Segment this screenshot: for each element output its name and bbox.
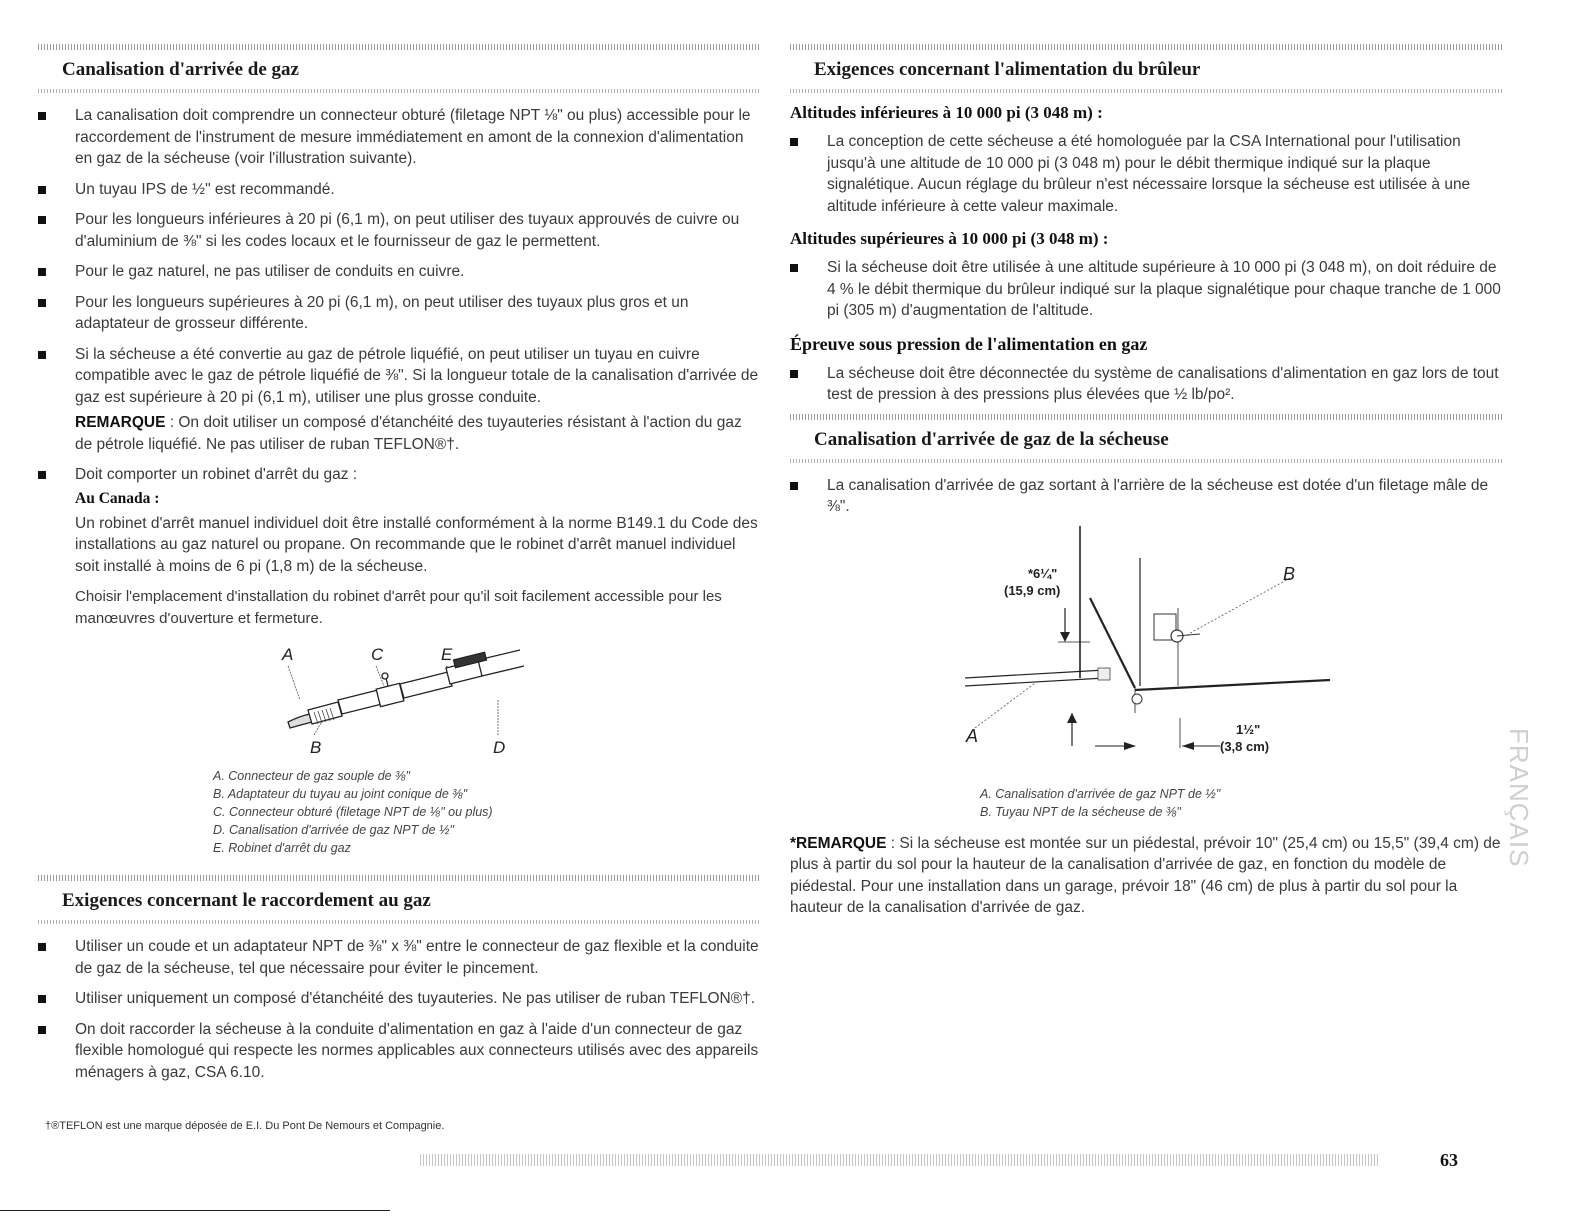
- fig-label-b: B: [1283, 563, 1296, 584]
- fig1-captions: [38, 767, 760, 857]
- fig-label-d: D: [493, 738, 506, 757]
- remarque-text: : On doit utiliser un composé d'étanchéité des tuyauteries résistant à l'action du gaz de pétrole liquéfié. Ne pas utiliser de ruban TEFLON®†.: [75, 414, 742, 453]
- section-header-gas-connection: [38, 875, 760, 924]
- hatch-rule: [38, 920, 760, 924]
- caption: A. Canalisation d'arrivée de gaz NPT de ½": [980, 786, 1221, 801]
- caption: B. Adaptateur du tuyau au joint conique de ⅜": [213, 787, 468, 801]
- list-item: La canalisation d'arrivée de gaz sortant à l'arrière de la sécheuse est dotée d'un filetage mâle de ⅜".: [790, 475, 1504, 518]
- list-item: Utiliser un coude et un adaptateur NPT de ⅜" x ⅜" entre le connecteur de gaz flexible et la conduite de gaz de la sécheuse, tel que nécessaire pour éviter le pincement.: [38, 936, 760, 979]
- section-header-burner: [790, 44, 1504, 93]
- dryer-gas-pipe-diagram: [790, 518, 1504, 773]
- remarque-label: *REMARQUE: [790, 834, 887, 852]
- fig2-captions: [790, 785, 1504, 821]
- dryer-gas-line-bullets: [790, 475, 1504, 518]
- list-item: Pour le gaz naturel, ne pas utiliser de conduits en cuivre.: [38, 261, 760, 283]
- altitude-low-bullets: [790, 131, 1504, 217]
- fig-label-b: B: [310, 738, 322, 757]
- section-title: Exigences concernant l'alimentation du brûleur: [814, 59, 1201, 80]
- footnote: †®TEFLON est une marque déposée de E.I. Du Pont De Nemours et Compagnie.: [45, 1120, 445, 1132]
- remarque-text: : Si la sécheuse est montée sur un piédestal, prévoir 10" (25,4 cm) ou 15,5" (39,4 cm) de plus à partir du sol pour la hauteur de la canalisation d'arrivée de gaz, en fonction du modèle de piédestal. Pour une installation dans un garage, prévoir 18" (46 cm) de plus à partir du sol pour la hauteur de la canalisation d'arrivée de gaz.: [790, 834, 1501, 916]
- choisir-paragraph: Choisir l'emplacement d'installation du robinet d'arrêt pour qu'il soit facilement accessible pour les manœuvres d'ouverture et fermeture.: [75, 588, 722, 627]
- au-canada-heading: Au Canada :: [75, 489, 160, 507]
- list-item: La conception de cette sécheuse a été homologuée par la CSA International pour l'utilisation jusqu'à une altitude de 10 000 pi (3 048 m) pour le débit thermique indiqué sur la plaque signalétique. Aucun réglage du brûleur n'est nécessaire lorsque la sécheuse est utilisée à une altitude inférieure à cette valeur maximale.: [790, 131, 1504, 217]
- section-header-gas-line: [38, 44, 760, 93]
- caption: B. Tuyau NPT de la sécheuse de ⅜": [980, 804, 1181, 819]
- canada-paragraph: Un robinet d'arrêt manuel individuel doit être installé conformément à la norme B149.1 du Code des installations au gaz naturel ou propane. On recommande que le robinet d'arrêt manuel individuel soit installé à moins de 6 pi (1,8 m) de la sécheuse.: [75, 514, 758, 575]
- list-item: Si la sécheuse doit être utilisée à une altitude supérieure à 10 000 pi (3 048 m), on doit réduire de 4 % le débit thermique du brûleur indiqué sur la plaque signalétique pour chaque tranche de 1 000 pi (305 m) d'augmentation de l'altitude.: [790, 257, 1504, 322]
- list-item: Doit comporter un robinet d'arrêt du gaz :: [38, 464, 760, 486]
- list-item: La sécheuse doit être déconnectée du système de canalisations d'alimentation en gaz lors de tout test de pression à des pressions plus élevées que ½ lb/po².: [790, 363, 1504, 406]
- list-item: Si la sécheuse a été convertie au gaz de pétrole liquéfié, on peut utiliser un tuyau en cuivre compatible avec le gaz de pétrole liquéfié de ⅜". Si la longueur totale de la canalisation d'arrivée de gaz est supérieure à 20 pi (6,1 m), utiliser une plus grosse conduite.: [38, 344, 760, 409]
- caption: D. Canalisation d'arrivée de gaz NPT de ½": [213, 823, 454, 837]
- list-item: Pour les longueurs supérieures à 20 pi (6,1 m), on peut utiliser des tuyaux plus gros et un adaptateur de grosseur différente.: [38, 292, 760, 335]
- dim-label-15-9: (15,9 cm): [1004, 582, 1061, 598]
- dim-label-1-5: 1½": [1236, 721, 1261, 737]
- list-item: Pour les longueurs inférieures à 20 pi (6,1 m), on peut utiliser des tuyaux approuvés de cuivre ou d'aluminium de ⅜" si les codes locaux et le fournisseur de gaz le permettent.: [38, 209, 760, 252]
- gas-connection-bullets: [38, 936, 760, 1083]
- section-title: Canalisation d'arrivée de gaz de la sécheuse: [814, 428, 1169, 450]
- list-item: La canalisation doit comprendre un connecteur obturé (filetage NPT ⅛" ou plus) accessible pour le raccordement de l'instrument de mesure immédiatement en amont de la connexion d'alimentation en gaz de la sécheuse (voir l'illustration suivante).: [38, 105, 760, 170]
- pressure-test-bullets: [790, 363, 1504, 406]
- pressure-test-heading: Épreuve sous pression de l'alimentation en gaz: [790, 333, 1148, 354]
- list-item: On doit raccorder la sécheuse à la conduite d'alimentation en gaz à l'aide d'un connecteur de gaz flexible homologué qui respecte les normes applicables aux connecteurs utilisés avec des appareils ménagers à gaz, CSA 6.10.: [38, 1019, 760, 1084]
- hatch-rule: [790, 89, 1504, 93]
- fig-label-e: E: [441, 645, 453, 664]
- list-item: Utiliser uniquement un composé d'étanchéité des tuyauteries. Ne pas utiliser de ruban TEFLON®†.: [38, 988, 760, 1010]
- section-title: Canalisation d'arrivée de gaz: [62, 59, 299, 80]
- page-number: 63: [1440, 1150, 1458, 1170]
- list-item: Un tuyau IPS de ½" est recommandé.: [38, 179, 760, 201]
- left-column: [38, 44, 760, 1092]
- hatch-rule: [38, 89, 760, 93]
- dim-label-3-8: (3,8 cm): [1220, 738, 1270, 754]
- remarque-note: [38, 412, 760, 455]
- bottom-hatch-band: [420, 1154, 1380, 1166]
- dim-label-6-25: *6¼": [1028, 565, 1058, 581]
- caption: A. Connecteur de gaz souple de ⅜": [213, 769, 410, 783]
- remarque-label: REMARQUE: [75, 414, 166, 431]
- language-side-tab: FRANÇAIS: [1504, 728, 1534, 868]
- robinet-bullet-list: [38, 464, 760, 486]
- altitude-low-heading: Altitudes inférieures à 10 000 pi (3 048 m) :: [790, 103, 1103, 122]
- caption: E. Robinet d'arrêt du gaz: [213, 841, 351, 855]
- gas-line-bullets: [38, 105, 760, 408]
- hatch-rule: [790, 459, 1504, 463]
- gas-connector-diagram: [38, 638, 760, 763]
- right-column: [790, 44, 1504, 928]
- altitude-high-bullets: [790, 257, 1504, 322]
- remarque-pedestal-note: [790, 833, 1504, 919]
- section-title: Exigences concernant le raccordement au gaz: [62, 890, 431, 911]
- altitude-high-heading: Altitudes supérieures à 10 000 pi (3 048 m) :: [790, 229, 1109, 248]
- section-header-dryer-gas-line: [790, 414, 1504, 463]
- bottom-rule: [0, 1210, 390, 1211]
- fig-label-a: A: [966, 725, 979, 746]
- caption: C. Connecteur obturé (filetage NPT de ⅛" ou plus): [213, 805, 493, 819]
- fig-label-a: A: [282, 645, 294, 664]
- fig-label-c: C: [371, 645, 384, 664]
